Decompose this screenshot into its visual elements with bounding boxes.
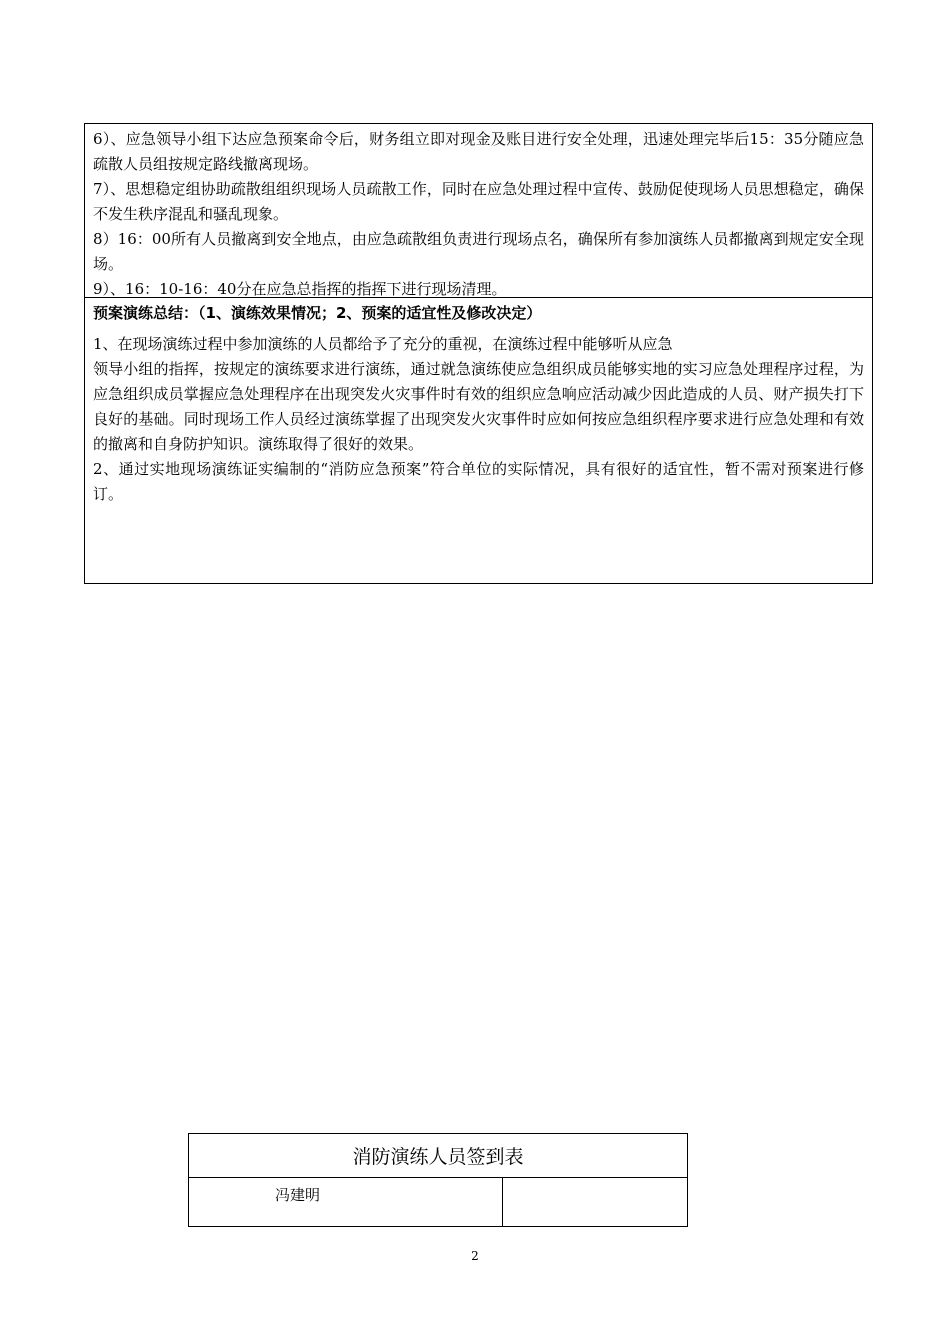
step-6: 6）、应急领导小组下达应急预案命令后，财务组立即对现金及账目进行安全处理，迅速处理完毕后15：35分随应急疏散人员组按规定路线撤离现场。: [93, 130, 864, 173]
summary-para-2: 2、通过实地现场演练证实编制的“消防应急预案”符合单位的实际情况，具有很好的适宜性，暂不需对预案进行修订。: [93, 460, 864, 503]
page-number: 2: [471, 1249, 479, 1263]
summary-para-1: 领导小组的指挥，按规定的演练要求进行演练，通过就急演练使应急组织成员能够实地的实习应急处理程序过程，为应急组织成员掌握应急处理程序在出现突发火灾事件时有效的组织应急响应活动减少因此造成的人员、财产损失打下良好的基础。同时现场工作人员经过演练掌握了出现突发火灾事件时应如何按应急组织程序要求进行应急处理和有效的撤离和自身防护知识。演练取得了很好的效果。: [93, 360, 864, 453]
step-8: 8）16：00所有人员撤离到安全地点，由应急疏散组负责进行现场点名，确保所有参加演练人员都撤离到规定安全现场。: [93, 230, 864, 273]
sign-in-table: [188, 1133, 688, 1227]
table-row: [189, 1178, 688, 1227]
step-9: 9）、16：10-16：40分在应急总指挥的指挥下进行现场清理。: [93, 280, 507, 298]
attendee-name: 冯建明: [189, 1178, 503, 1227]
sign-in-table-title: 消防演练人员签到表: [189, 1134, 688, 1178]
step-7: 7）、思想稳定组协助疏散组组织现场人员疏散工作，同时在应急处理过程中宣传、鼓励促使现场人员思想稳定，确保不发生秩序混乱和骚乱现象。: [93, 180, 864, 223]
drill-summary-box: [84, 297, 873, 584]
drill-steps-box: [84, 123, 873, 298]
attendee-signature: [503, 1178, 688, 1227]
summary-para-1-first-line: 1、在现场演练过程中参加演练的人员都给予了充分的重视，在演练过程中能够听从应急: [93, 335, 673, 353]
summary-heading: 预案演练总结：（1、演练效果情况；2、预案的适宜性及修改决定）: [93, 304, 542, 322]
